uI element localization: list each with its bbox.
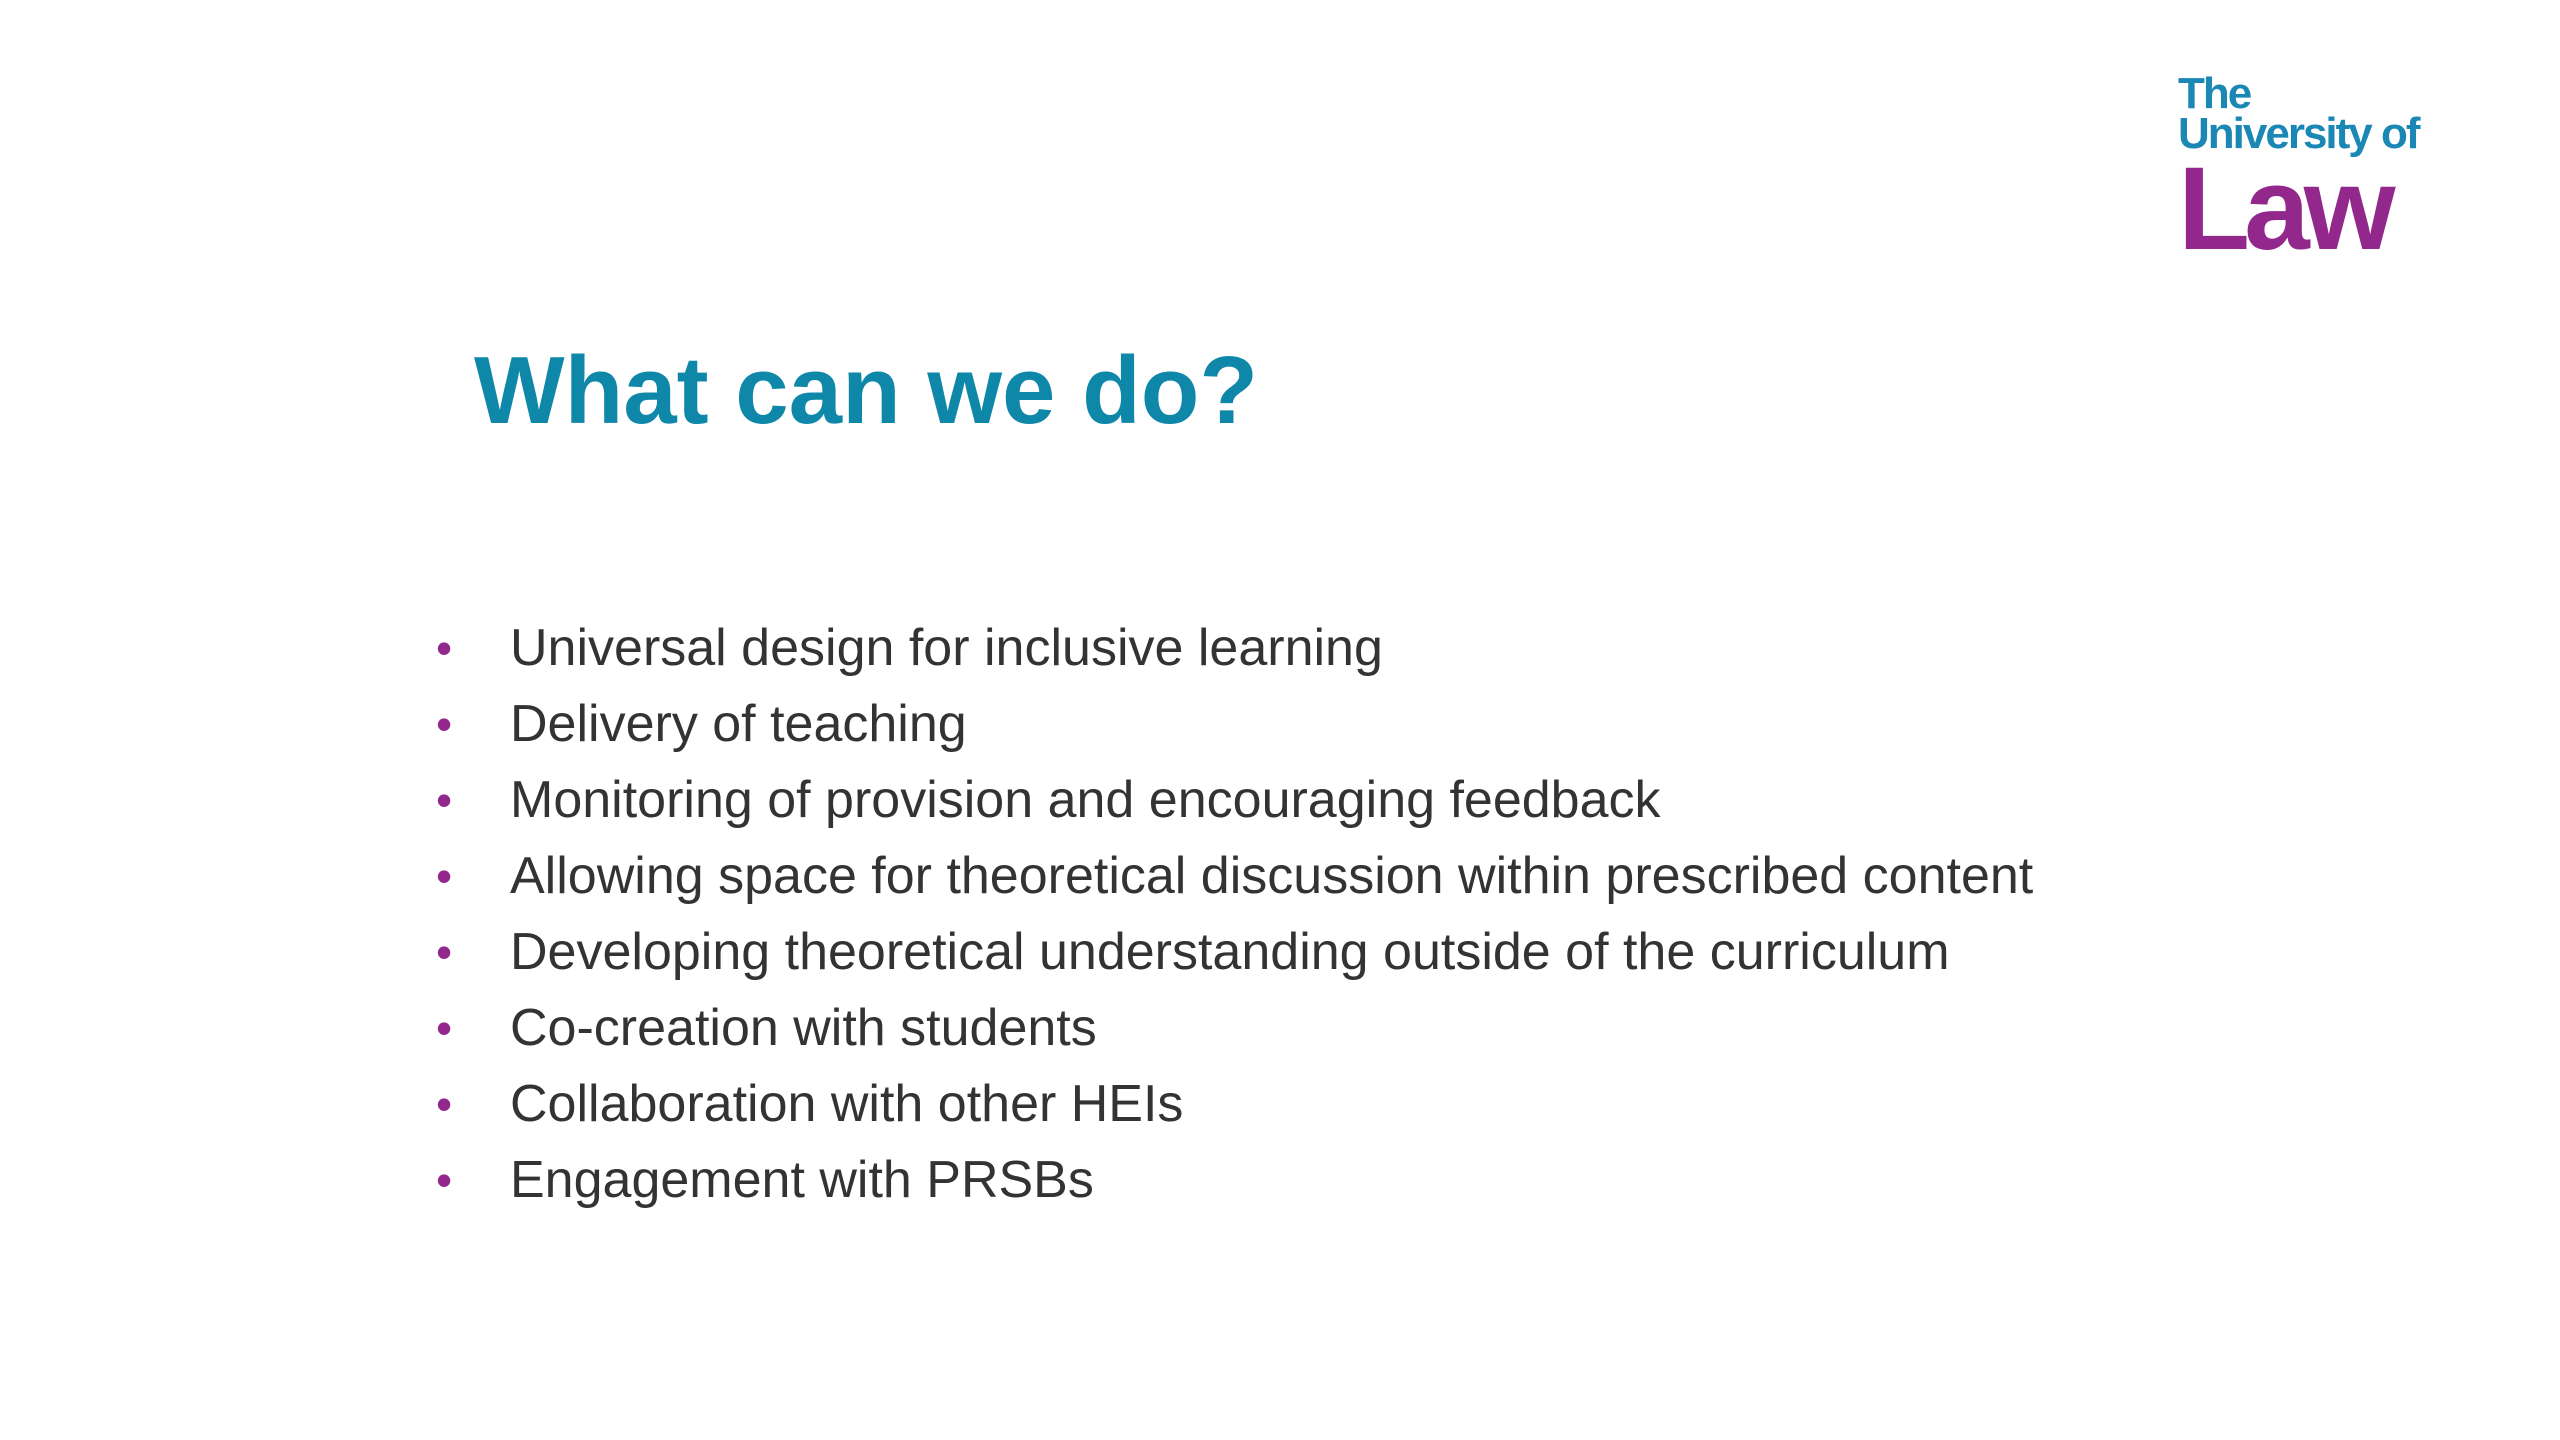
bullet-icon: • [436, 1154, 453, 1206]
bullet-item [436, 843, 2076, 909]
bullet-icon: • [436, 1078, 453, 1130]
bullet-item [436, 691, 2076, 757]
bullet-item [436, 919, 2076, 985]
bullet-text: Co-creation with students [510, 999, 1097, 1057]
bullet-text: Engagement with PRSBs [510, 1151, 1094, 1209]
bullet-text: Delivery of teaching [510, 695, 967, 753]
bullet-icon: • [436, 850, 453, 902]
bullet-icon: • [436, 1002, 453, 1054]
bullet-text: Collaboration with other HEIs [510, 1075, 1184, 1133]
bullet-icon: • [436, 926, 453, 978]
bullet-text: Universal design for inclusive learning [510, 619, 1383, 677]
bullet-icon: • [436, 774, 453, 826]
slide-title: What can we do? [474, 337, 1259, 444]
bullet-item [436, 995, 2076, 1061]
bullet-text: Allowing space for theoretical discussion within prescribed content [510, 847, 2034, 905]
bullet-icon: • [436, 622, 453, 674]
logo-line-university-of: University of [2178, 109, 2419, 158]
logo-line-law: Law [2178, 143, 2390, 275]
bullet-item [436, 615, 2076, 681]
bullet-text: Monitoring of provision and encouraging feedback [510, 771, 1661, 829]
bullet-icon: • [436, 698, 453, 750]
bullet-item [436, 767, 2076, 833]
bullet-text: Developing theoretical understanding outside of the curriculum [510, 923, 1950, 981]
bullet-item [436, 1071, 2076, 1137]
bullet-list [436, 615, 2076, 1223]
logo-line-the: The [2178, 69, 2251, 118]
bullet-item [436, 1147, 2076, 1213]
university-logo [2178, 69, 2478, 275]
